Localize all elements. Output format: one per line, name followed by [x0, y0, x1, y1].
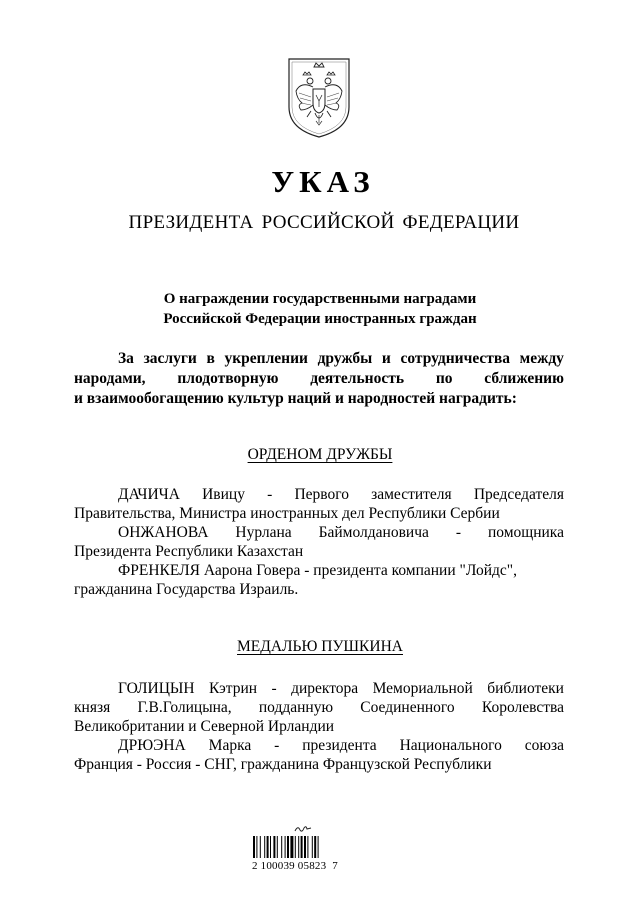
decree-subject-line: О награждении государственными наградами [163, 291, 477, 307]
coat-of-arms-emblem [283, 55, 355, 139]
word: За [118, 350, 134, 367]
barcode-number: 2 100039 05823 7 [252, 860, 338, 872]
award-entry-line [74, 679, 564, 698]
word: Национального [399, 737, 502, 754]
word: подданную [258, 699, 334, 716]
word: деятельность [310, 370, 405, 387]
section-title-order-of-friendship: ОРДЕНОМ ДРУЖБЫ [247, 446, 393, 463]
barcode-bar [256, 836, 257, 858]
decree-preamble [74, 349, 564, 409]
barcode-bar [290, 836, 293, 858]
word: в [206, 350, 215, 367]
word: по [435, 370, 453, 387]
word: сближению [484, 370, 564, 387]
word: помощника [487, 524, 564, 541]
word: - [274, 737, 280, 754]
barcode-bar [253, 836, 255, 858]
word: плодотворную [177, 370, 279, 387]
barcode-icon [253, 836, 351, 858]
word: - [455, 524, 461, 541]
word: Председателя [473, 486, 564, 503]
barcode-bar [301, 836, 303, 858]
award-entry-line: ФРЕНКЕЛЯ Аарона Говера - президента компании "Лойдс", [118, 562, 517, 579]
word: ОНЖАНОВА [118, 524, 209, 541]
barcode-bar [264, 836, 265, 858]
barcode-bar [298, 836, 299, 858]
word: укреплении [224, 350, 308, 367]
barcode-bar [281, 836, 282, 858]
word: ГОЛИЦЫН [118, 680, 195, 697]
preamble-line [74, 349, 564, 369]
barcode-bar [287, 836, 289, 858]
decree-subject [0, 289, 640, 329]
word: Нурлана [235, 524, 292, 541]
award-list-order-of-friendship [74, 485, 564, 599]
word: князя [74, 699, 111, 716]
barcode-bar [312, 836, 313, 858]
word: Первого [294, 486, 349, 503]
word: Ивицу [202, 486, 245, 503]
word: президента [302, 737, 377, 754]
barcode-bar [260, 836, 261, 858]
word: сотрудничества [400, 350, 511, 367]
barcode-bar [307, 836, 308, 858]
barcode-bar [273, 836, 275, 858]
barcode-bar [304, 836, 306, 858]
award-entry-line: Правительства, Министра иностранных дел Республики Сербии [74, 505, 500, 522]
preamble-line [74, 369, 564, 389]
word: союза [524, 737, 564, 754]
word: дружбы [317, 350, 373, 367]
word: Королевства [481, 699, 564, 716]
word: заслуги [143, 350, 197, 367]
barcode-bar [295, 836, 296, 858]
section-title-pushkin-medal: МЕДАЛЬЮ ПУШКИНА [237, 638, 403, 655]
document-title: УКАЗ [271, 164, 375, 199]
decree-subject-line: Российской Федерации иностранных граждан [163, 311, 477, 327]
word: директора [291, 680, 359, 697]
word: - [267, 486, 273, 503]
award-entry-line [74, 485, 564, 504]
word: заместителя [371, 486, 452, 503]
word: и [381, 350, 391, 367]
award-entry-line [74, 523, 564, 542]
word: Г.В.Голицына, [137, 699, 232, 716]
award-entry-line [74, 698, 564, 717]
barcode-bar [267, 836, 269, 858]
barcode-bar [318, 836, 319, 858]
word: Баймолдановича [318, 524, 429, 541]
barcode-bar [270, 836, 271, 858]
document-subtitle: ПРЕЗИДЕНТА РОССИЙСКОЙ ФЕДЕРАЦИИ [128, 212, 520, 233]
word: - [271, 680, 277, 697]
word: библиотеки [487, 680, 564, 697]
word: Мемориальной [372, 680, 473, 697]
word: ДАЧИЧА [118, 486, 180, 503]
preamble-line: и взаимообогащению культур наций и народностей наградить: [74, 390, 517, 407]
award-list-pushkin-medal [74, 679, 564, 774]
award-entry-line: гражданина Государства Израиль. [74, 581, 299, 598]
award-entry-line [74, 736, 564, 755]
word: между [519, 350, 564, 367]
barcode-bar [285, 836, 286, 858]
word: ДРЮЭНА [118, 737, 186, 754]
word: Соединенного [360, 699, 455, 716]
award-entry-line: Великобритании и Северной Ирландии [74, 718, 335, 735]
award-entry-line: Президента Республики Казахстан [74, 543, 304, 560]
word: народами, [74, 370, 146, 387]
award-entry-line: Франция - Россия - СНГ, гражданина Французской Республики [74, 756, 492, 773]
word: Кэтрин [209, 680, 258, 697]
barcode-bar [277, 836, 278, 858]
barcode-bar [314, 836, 316, 858]
word: Марка [208, 737, 252, 754]
handwritten-mark-icon [294, 824, 312, 834]
